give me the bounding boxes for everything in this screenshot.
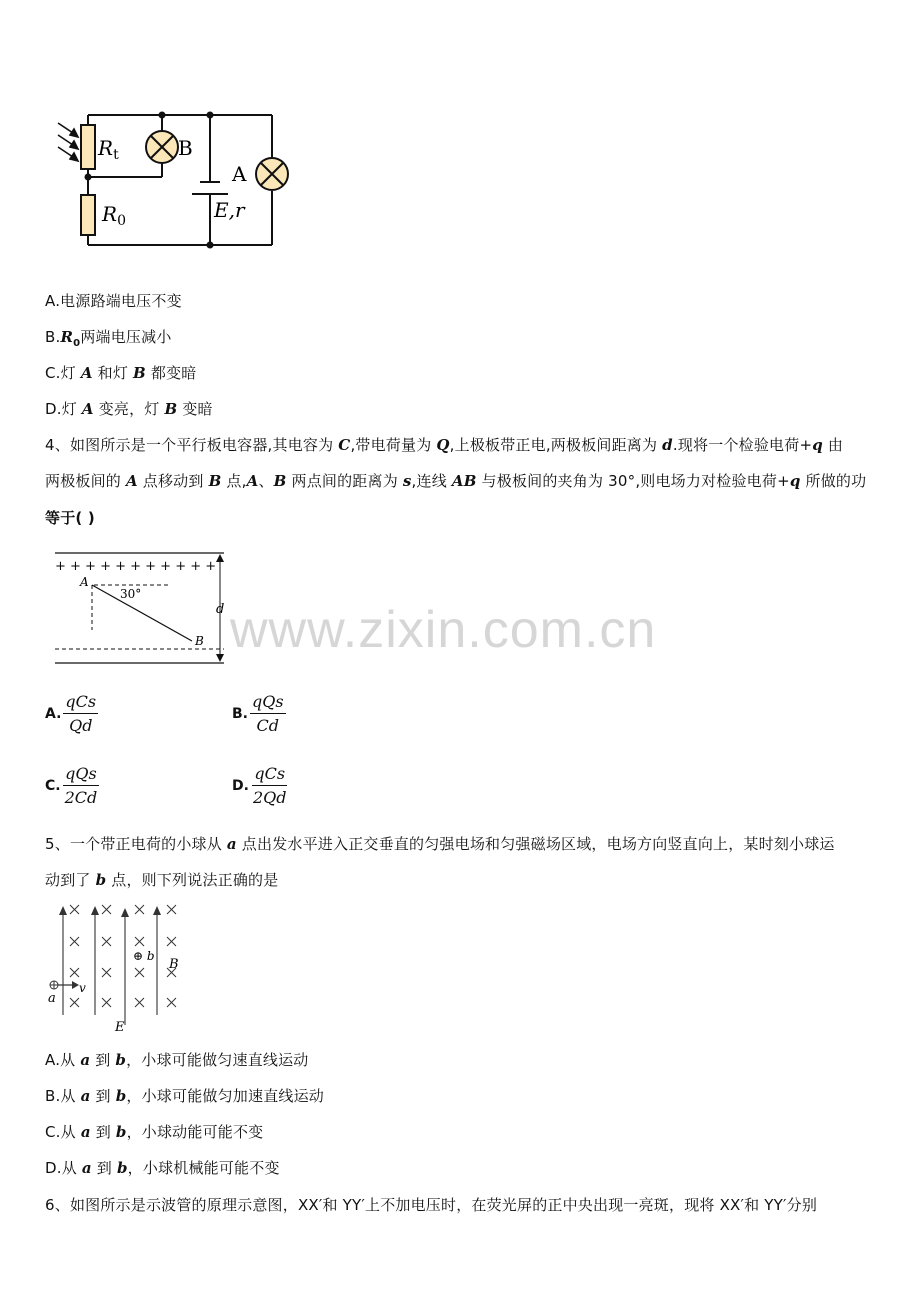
watermark: www.zixin.com.cn [230,601,657,659]
r0-resistor [81,195,95,235]
svg-text:A: A [80,575,89,589]
q5-line-2: 动到了 b 点，则下列说法正确的是 [45,871,279,889]
svg-text:v: v [79,981,86,995]
lamp-a-icon [256,158,288,190]
q4-line-2: 两极板间的 A 点移动到 B 点,A、B 两点间的距离为 s,连线 AB 与极板间的夹角为 30°,则电场力对检验电荷+q 所做的功 [45,472,867,490]
q3-option-a: A.电源路端电压不变 [45,292,182,310]
svg-text:B: B [195,634,204,648]
q4-line-1: 4、如图所示是一个平行板电容器,其电容为 C,带电荷量为 Q,上极板带正电,两极板间距离为 d.现将一个检验电荷+q 由 [45,436,844,454]
plus-signs: + + + + + + + + + + + [55,559,217,574]
q4-option-a: A. $\frac{\text{qCs}}{Qd}$ [45,692,97,735]
q4-option-c: C. $\frac{\text{qQs}}{2Cd}$ [45,764,98,807]
svg-text:30°: 30° [120,587,142,601]
lamp-a-label: A [232,162,247,186]
svg-text:a: a [48,991,56,1006]
q4-option-d: D. $\frac{\text{qCs}}{2Qd}$ [232,764,287,807]
svg-text:d: d [216,602,225,617]
source-label: E,r [214,198,245,222]
q5-option-b: B.从 a 到 b，小球可能做匀加速直线运动 [45,1087,325,1105]
q6-line-1: 6、如图所示是示波管的原理示意图，XX′和 YY′上不加电压时，在荧光屏的正中央出现一亮斑，现将 XX′和 YY′分别 [45,1196,818,1214]
q5-option-d: D.从 a 到 b，小球机械能可能不变 [45,1159,280,1177]
battery-icon [192,182,228,194]
circuit-diagram [50,105,300,255]
capacitor-diagram [50,545,235,670]
q5-option-c: C.从 a 到 b，小球动能可能不变 [45,1123,264,1141]
q4-line-3: 等于( ) [45,509,95,527]
q5-line-1: 5、一个带正电荷的小球从 a 点出发水平进入正交垂直的匀强电场和匀强磁场区域，电场方向竖直向上，某时刻小球运 [45,835,835,853]
rt-label: $R_t$ [98,136,119,163]
lamp-b-icon [146,131,178,163]
svg-text:E: E [115,1020,125,1035]
r0-label: $R_0$ [102,202,126,229]
q5-option-a: A.从 a 到 b，小球可能做匀速直线运动 [45,1051,309,1069]
svg-text:B: B [169,957,179,972]
magnetic-field-crosses [70,905,176,1007]
light-arrows-icon [58,123,78,161]
lamp-b-label: B [178,136,193,160]
q4-option-b: B. $\frac{\text{qQs}}{Cd}$ [232,692,284,735]
q3-option-b: $B.R_0$两端电压减小 [45,328,172,349]
field-diagram [45,900,195,1035]
rt-resistor [81,125,95,169]
svg-text:⊕ b: ⊕ b [133,949,155,963]
q3-option-c: C.灯 A 和灯 B 都变暗 [45,364,197,382]
q3-option-d: D.灯 A 变亮，灯 B 变暗 [45,400,213,418]
